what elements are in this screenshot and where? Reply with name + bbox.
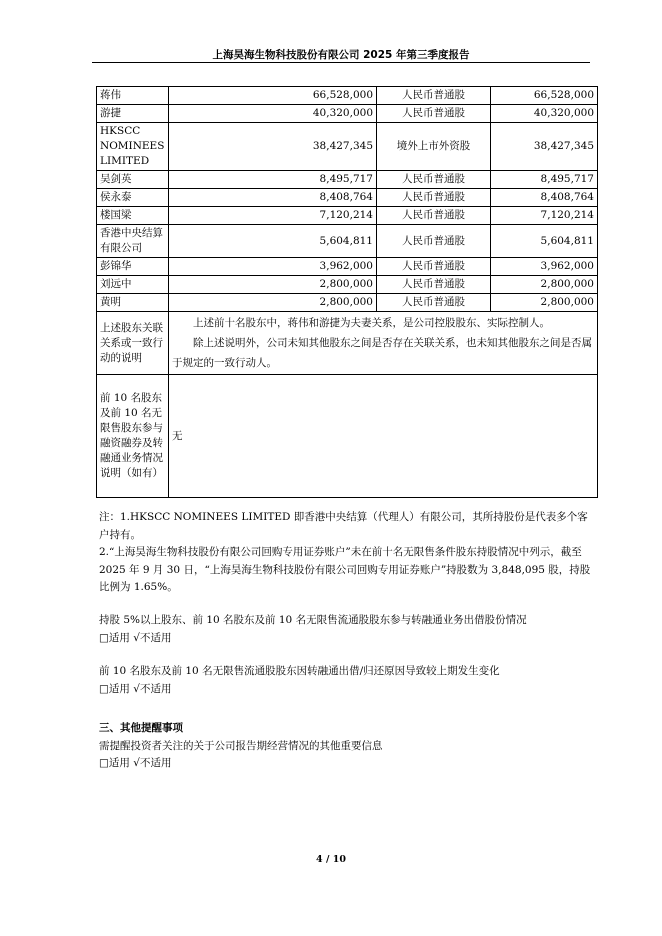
holder-name: 香港中央结算有限公司 (97, 225, 169, 258)
table-row (97, 294, 598, 312)
financing-value: 无 (169, 375, 598, 498)
holder-name: 彭锦华 (97, 258, 169, 276)
holder-shares: 8,495,717 (169, 171, 377, 189)
table-row (97, 225, 598, 258)
section-change (99, 663, 597, 698)
share-type: 人民币普通股 (377, 105, 491, 123)
share-type: 境外上市外资股 (377, 123, 491, 171)
share-count: 40,320,000 (491, 105, 598, 123)
share-type: 人民币普通股 (377, 225, 491, 258)
relation-paragraph: 上述前十名股东中，蒋伟和游捷为夫妻关系，是公司控股股东、实际控制人。 (193, 317, 550, 329)
table-row (97, 189, 598, 207)
share-count: 8,408,764 (491, 189, 598, 207)
section-other (99, 720, 597, 773)
share-count: 7,120,214 (491, 207, 598, 225)
share-count: 66,528,000 (491, 87, 598, 105)
holder-shares: 3,962,000 (169, 258, 377, 276)
share-count: 5,604,811 (491, 225, 598, 258)
financing-label: 前 10 名股东及前 10 名无限售股东参与融资融券及转融通业务情况说明（如有） (97, 375, 169, 498)
share-count: 2,800,000 (491, 276, 598, 294)
holder-shares: 5,604,811 (169, 225, 377, 258)
relation-note (169, 312, 598, 375)
note-1: 注：1.HKSCC NOMINEES LIMITED 即香港中央结算（代理人）有限公司，其所持股份是代表多个客户持有。 (99, 511, 588, 541)
holder-name: 黄明 (97, 294, 169, 312)
share-type: 人民币普通股 (377, 171, 491, 189)
share-type: 人民币普通股 (377, 276, 491, 294)
section-change-text: 前 10 名股东及前 10 名无限售流通股股东因转融通出借/归还原因导致较上期发生变化 (99, 665, 500, 677)
section-title: 三、其他提醒事项 (99, 722, 183, 734)
share-count: 8,495,717 (491, 171, 598, 189)
holder-name: 游捷 (97, 105, 169, 123)
holder-shares: 2,800,000 (169, 294, 377, 312)
share-type: 人民币普通股 (377, 207, 491, 225)
share-type: 人民币普通股 (377, 189, 491, 207)
holder-shares: 40,320,000 (169, 105, 377, 123)
holder-name: 吴剑英 (97, 171, 169, 189)
holder-name: 侯永泰 (97, 189, 169, 207)
holder-name: 刘远中 (97, 276, 169, 294)
table-row (97, 258, 598, 276)
table-row (97, 105, 598, 123)
holder-shares: 8,408,764 (169, 189, 377, 207)
share-count: 3,962,000 (491, 258, 598, 276)
notes (99, 509, 597, 597)
relation-label: 上述股东关联关系或一致行动的说明 (97, 312, 169, 375)
table-row (97, 276, 598, 294)
section-other-choice: □适用 √不适用 (99, 757, 172, 769)
page-header: 上海昊海生物科技股份有限公司 2025 年第三季度报告 (212, 49, 470, 61)
section-lending (99, 612, 597, 647)
table-row (97, 87, 598, 105)
relation-paragraph: 除上述说明外，公司未知其他股东之间是否存在关联关系，也未知其他股东之间是否属于规定的一致行动人。 (172, 337, 592, 369)
page-number: 4 / 10 (316, 854, 346, 865)
holder-name: 楼国梁 (97, 207, 169, 225)
share-count: 2,800,000 (491, 294, 598, 312)
section-other-text: 需提醒投资者关注的关于公司报告期经营情况的其他重要信息 (99, 739, 383, 752)
holder-name: 蒋伟 (97, 87, 169, 105)
relation-row (97, 312, 598, 375)
holder-name: HKSCC NOMINEES LIMITED (97, 123, 169, 171)
holder-shares: 2,800,000 (169, 276, 377, 294)
section-lending-choice: □适用 √不适用 (99, 631, 172, 644)
table-row (97, 171, 598, 189)
holder-shares: 7,120,214 (169, 207, 377, 225)
share-type: 人民币普通股 (377, 87, 491, 105)
table-row (97, 207, 598, 225)
holder-shares: 38,427,345 (169, 123, 377, 171)
share-type: 人民币普通股 (377, 258, 491, 276)
financing-row (97, 375, 598, 498)
shareholders-table (96, 86, 598, 498)
section-lending-text: 持股 5%以上股东、前 10 名股东及前 10 名无限售流通股股东参与转融通业务出借股份情况 (99, 614, 527, 626)
note-2: 2.“上海昊海生物科技股份有限公司回购专用证券账户”未在前十名无限售条件股东持股情况中列示，截至 2025 年 9 月 30 日，“上海昊海生物科技股份有限公司回购专用证券账户”持股数为 3,848,095 股，持股比例为 1.65%。 (99, 546, 591, 593)
section-change-choice: □适用 √不适用 (99, 682, 172, 695)
holder-shares: 66,528,000 (169, 87, 377, 105)
share-count: 38,427,345 (491, 123, 598, 171)
header-rule (92, 62, 590, 63)
share-type: 人民币普通股 (377, 294, 491, 312)
table-row (97, 123, 598, 171)
